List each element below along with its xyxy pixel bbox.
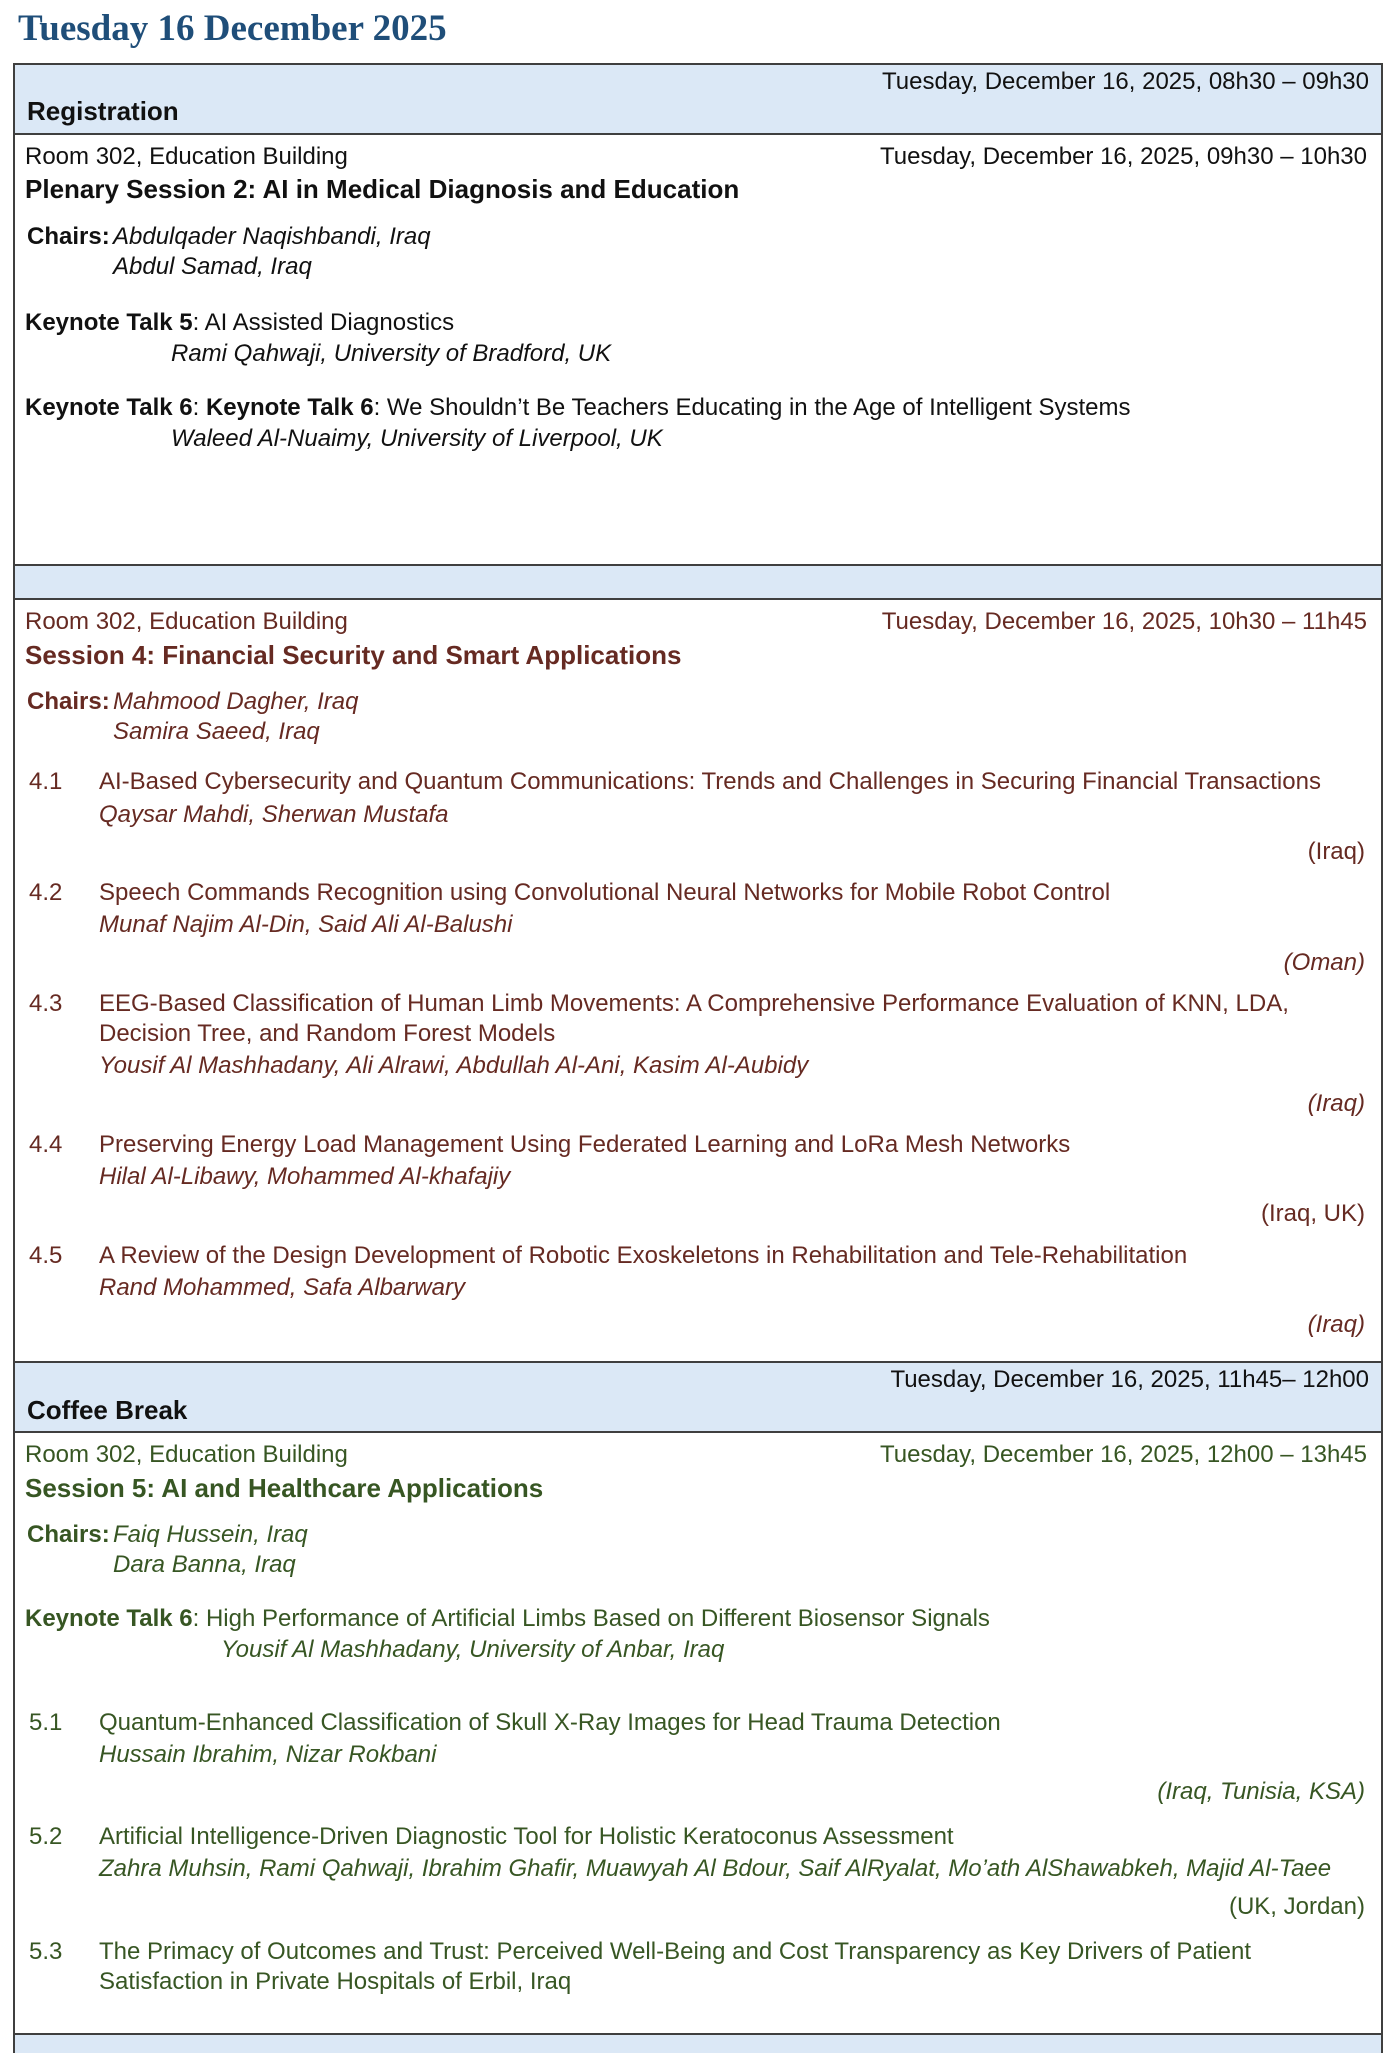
paper-number: 4.4 (29, 1130, 63, 1158)
paper-row (25, 878, 1367, 977)
plenary-session-row (15, 135, 1381, 564)
room-label: Room 302, Education Building (25, 143, 348, 171)
paper-country: (UK, Jordan) (1228, 1892, 1365, 1920)
paper-title: Preserving Energy Load Management Using Federated Learning and LoRa Mesh Networks (99, 1130, 1071, 1158)
paper-country: (Oman) (1283, 948, 1365, 976)
plenary-session-title: Plenary Session 2: AI in Medical Diagnosis and Education (25, 174, 740, 205)
paper-number: 4.1 (29, 768, 63, 796)
room-label: Room 302, Education Building (25, 1441, 348, 1469)
session-5-time: Tuesday, December 16, 2025, 12h00 – 13h45 (879, 1441, 1367, 1469)
keynote-separator: : (192, 394, 206, 422)
paper-country: (Iraq, Tunisia, KSA) (1157, 1777, 1365, 1805)
paper-authors: Yousif Al Mashhadany, Ali Alrawi, Abdullah Al-Ani, Kasim Al-Aubidy (99, 1052, 809, 1080)
chairs-label: Chairs: (27, 688, 110, 716)
paper-authors: Zahra Muhsin, Rami Qahwaji, Ibrahim Ghafir, Muawyah Al Bdour, Saif AlRyalat, Mo’ath AlShawabkeh, Majid Al-Taee (99, 1855, 1332, 1883)
chairs-label: Chairs: (27, 1521, 110, 1549)
chairs-block (25, 222, 1367, 282)
coffee-break-band (15, 1361, 1381, 1433)
coffee-break-label: Coffee Break (27, 1394, 188, 1425)
paper-row (25, 989, 1367, 1118)
chair-name: Abdul Samad, Iraq (113, 253, 312, 281)
keynote-title: : We Shouldn’t Be Teachers Educating in the Age of Intelligent Systems (373, 394, 1131, 422)
paper-country: (Iraq, UK) (1260, 1200, 1365, 1228)
paper-country: (Iraq) (1307, 837, 1365, 865)
registration-label: Registration (27, 96, 179, 127)
paper-title: A Review of the Design Development of Robotic Exoskeletons in Rehabilitation and Tele-Rehabilitation (99, 1241, 1188, 1269)
keynote-title: : AI Assisted Diagnostics (192, 309, 455, 337)
keynote-label: Keynote Talk 6 (205, 394, 374, 422)
paper-number: 4.2 (29, 879, 63, 907)
paper-authors: Rand Mohammed, Safa Albarwary (99, 1273, 465, 1301)
paper-title: AI-Based Cybersecurity and Quantum Communications: Trends and Challenges in Securing Financial Transactions (99, 768, 1321, 796)
next-section-band-partial (15, 2033, 1381, 2053)
session-4-title: Session 4: Financial Security and Smart Applications (25, 639, 682, 670)
session-5-title: Session 5: AI and Healthcare Applications (25, 1472, 544, 1503)
paper-number: 5.1 (29, 1708, 63, 1736)
paper-number: 4.3 (29, 989, 63, 1017)
chairs-block (25, 687, 1367, 747)
page-title: Tuesday 16 December 2025 (18, 8, 447, 49)
paper-country: (Iraq) (1307, 1089, 1365, 1117)
paper-authors: Hussain Ibrahim, Nizar Rokbani (99, 1740, 437, 1768)
keynote-label: Keynote Talk 6 (25, 394, 193, 422)
paper-row (25, 1822, 1367, 1921)
session-4-time: Tuesday, December 16, 2025, 10h30 – 11h45 (881, 608, 1367, 636)
registration-band (15, 65, 1381, 135)
paper-authors: Qaysar Mahdi, Sherwan Mustafa (99, 800, 449, 828)
paper-authors: Hilal Al-Libawy, Mohammed Al-khafajiy (99, 1163, 511, 1191)
paper-title: Speech Commands Recognition using Convolutional Neural Networks for Mobile Robot Control (99, 879, 1111, 907)
room-label: Room 302, Education Building (25, 608, 348, 636)
keynote-6-block (25, 393, 1367, 454)
session-5-row (15, 1433, 1381, 2033)
keynote-label: Keynote Talk 5 (25, 309, 193, 337)
paper-country: (Iraq) (1307, 1311, 1365, 1339)
paper-row (25, 767, 1367, 866)
paper-title: Quantum-Enhanced Classification of Skull X-Ray Images for Head Trauma Detection (99, 1708, 1001, 1736)
keynote-speaker: Waleed Al-Nuaimy, University of Liverpool, UK (171, 425, 663, 453)
chair-name: Mahmood Dagher, Iraq (113, 688, 359, 716)
paper-authors: Munaf Najim Al-Din, Said Ali Al-Balushi (99, 911, 513, 939)
registration-time: Tuesday, December 16, 2025, 08h30 – 09h30 (881, 68, 1369, 96)
paper-row (25, 1708, 1367, 1807)
keynote-title: : High Performance of Artificial Limbs Based on Different Biosensor Signals (192, 1605, 990, 1633)
session-4-row (15, 600, 1381, 1361)
chair-name: Abdulqader Naqishbandi, Iraq (113, 223, 431, 251)
keynote-6-block (25, 1604, 1367, 1665)
keynote-5-block (25, 308, 1367, 369)
paper-number: 4.5 (29, 1241, 63, 1269)
chair-name: Faiq Hussein, Iraq (113, 1521, 308, 1549)
paper-title: Artificial Intelligence-Driven Diagnostic Tool for Holistic Keratoconus Assessment (99, 1823, 954, 1851)
paper-number: 5.2 (29, 1823, 63, 1851)
coffee-break-time: Tuesday, December 16, 2025, 11h45– 12h00 (890, 1366, 1369, 1394)
paper-title: The Primacy of Outcomes and Trust: Perceived Well-Being and Cost Transparency as Key Drivers of Patient Satisfaction in Private Hospitals of Erbil, Iraq (99, 1937, 1252, 1996)
chairs-label: Chairs: (27, 223, 110, 251)
paper-row (25, 1241, 1367, 1340)
program-table (13, 63, 1383, 2053)
spacer-band (15, 564, 1381, 600)
paper-row (25, 1937, 1367, 1997)
keynote-speaker: Yousif Al Mashhadany, University of Anbar, Iraq (221, 1636, 725, 1664)
keynote-speaker: Rami Qahwaji, University of Bradford, UK (171, 340, 612, 368)
keynote-label: Keynote Talk 6 (25, 1605, 193, 1633)
paper-number: 5.3 (29, 1937, 63, 1965)
chairs-block (25, 1520, 1367, 1580)
chair-name: Samira Saeed, Iraq (113, 718, 320, 746)
plenary-time: Tuesday, December 16, 2025, 09h30 – 10h30 (879, 143, 1367, 171)
chair-name: Dara Banna, Iraq (113, 1551, 296, 1579)
paper-row (25, 1130, 1367, 1229)
paper-title: EEG-Based Classification of Human Limb Movements: A Comprehensive Performance Evaluation of KNN, LDA, Decision Tree, and Random Forest Models (99, 989, 1289, 1048)
